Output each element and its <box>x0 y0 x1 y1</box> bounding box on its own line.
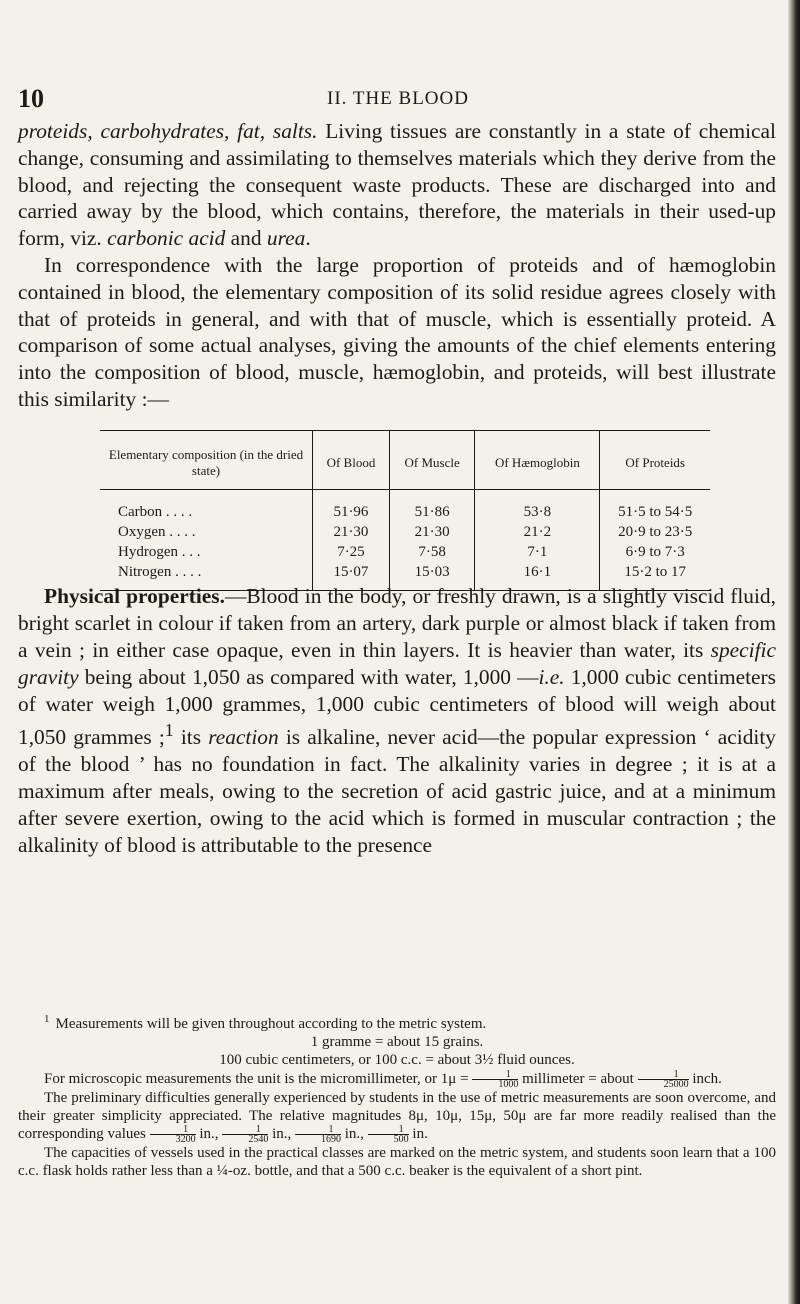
fraction <box>295 1125 341 1144</box>
para1-end: . <box>305 226 311 251</box>
unit-text: in. <box>412 1126 428 1143</box>
unit-text: in., <box>344 1126 364 1143</box>
running-head: II. THE BLOOD <box>327 88 469 109</box>
table-cell: 21·2 <box>475 522 600 542</box>
bold-lead: Physical properties. <box>44 584 225 609</box>
footnote-text: millimeter = about <box>522 1070 634 1087</box>
table-cell: Nitrogen . . . . <box>100 562 313 591</box>
body-text-physical <box>18 562 776 880</box>
fraction-denominator: 1690 <box>320 1134 341 1146</box>
fraction-denominator: 1000 <box>498 1078 519 1090</box>
table-header: Of Blood <box>313 431 390 490</box>
footnote-text: Measurements will be given throughout according to the metric system. <box>55 1016 487 1032</box>
italic-reaction: reaction <box>208 725 279 750</box>
table-cell: 15·07 <box>313 562 390 591</box>
fraction-denominator: 500 <box>393 1134 409 1146</box>
table-cell: 7·25 <box>313 542 390 562</box>
fraction-numerator: 1 <box>472 1070 518 1080</box>
fraction <box>638 1070 689 1089</box>
page-number: 10 <box>18 84 44 113</box>
page-edge-shadow <box>788 0 800 1304</box>
fraction-numerator: 1 <box>222 1125 268 1135</box>
table-cell: 21·30 <box>389 522 475 542</box>
unit-text: in., <box>199 1126 219 1143</box>
footnote-mark: 1 <box>44 1013 50 1025</box>
table-cell: 7·1 <box>475 542 600 562</box>
fraction-denominator: 2540 <box>248 1134 269 1146</box>
table-cell: 15·03 <box>389 562 475 591</box>
footnote-line <box>18 1089 776 1144</box>
footnote-line: 1 gramme = about 15 grains. <box>310 1034 484 1051</box>
footnote-text: inch. <box>692 1070 722 1087</box>
para3-text: is alkaline, never acid—the popular expression ‘ acidity of the blood ’ has no foundation in fact. The alkalinity varies in degree ; it is at a maximum after meals, owing to the secretion of acid gastric juice, and at a minimum after severe exertion, owing to the acid which is formed in muscular contraction ; the alkalinity of blood is attributable to the presence <box>18 725 776 857</box>
unit-text: in., <box>272 1126 292 1143</box>
table-cell: 16·1 <box>475 562 600 591</box>
para3-text: being about 1,050 as compared with water, 1,000 — <box>78 664 539 689</box>
fraction <box>368 1125 409 1144</box>
fraction-numerator: 1 <box>150 1125 196 1135</box>
fraction-numerator: 1 <box>295 1125 341 1135</box>
fraction <box>472 1070 518 1089</box>
paragraph-composition: In correspondence with the large proportion of proteids and of hæmoglobin contained in blood, the elementary composition of its solid residue agrees closely with that of proteids in general, and with that of muscle, which is essentially proteid. A comparison of some actual analyses, giving the amounts of the chief elements entering into the composition of blood, muscle, hæmoglobin, and proteids, will best illustrate this similarity :— <box>18 252 776 411</box>
para3-text: —Blood in the body, or freshly drawn, is a slightly viscid fluid, bright scarlet in colour if taken from an artery, dark purple or almost black if taken from a vein ; in either case opaque, even in thin layers. It is heavier than water, its <box>18 584 776 662</box>
paragraph-proteids <box>18 118 776 252</box>
table-cell: Carbon . . . . <box>118 504 193 520</box>
fraction-denominator: 25000 <box>663 1078 689 1090</box>
table-row <box>100 542 710 562</box>
body-text-top <box>18 118 776 413</box>
italic-urea: urea <box>266 226 306 251</box>
table-cell: 7·58 <box>389 542 475 562</box>
italic-ie: i.e. <box>538 664 565 689</box>
fraction <box>222 1125 268 1144</box>
italic-specific-gravity: specific gravity <box>18 637 776 689</box>
table-header: Elementary composition (in the dried state) <box>100 431 313 490</box>
footnote-line <box>18 1070 776 1089</box>
page-header <box>18 84 778 114</box>
footnote-text: The preliminary difficulties generally experienced by students in the use of metric measurements are soon overcome, and their greater simplicity appreciated. The relative magnitudes 8μ, 10μ, 15μ, 50μ are far more readily realised than the corresponding values <box>18 1089 776 1143</box>
para1-text: Living tissues are constantly in a state of chemical change, consuming and assimilating to themselves materials which they derive from the blood, and rejecting the consequent waste products. These are discharged into and carried away by the blood, which contains, therefore, the materials in their used-up form, viz. <box>18 119 776 251</box>
table-cell: 51·96 <box>313 490 390 523</box>
fraction-denominator: 3200 <box>175 1134 196 1146</box>
italic-carbonic-acid: carbonic acid <box>107 226 226 251</box>
table-header: Of Proteids <box>600 431 710 490</box>
table-row <box>100 522 710 542</box>
table-cell: 6·9 to 7·3 <box>600 542 710 562</box>
fraction <box>150 1125 196 1144</box>
table-cell: 15·2 to 17 <box>600 562 710 591</box>
table-cell: 51·5 to 54·5 <box>600 490 710 523</box>
table-cell: 51·86 <box>389 490 475 523</box>
footnote-reference[interactable]: 1 <box>164 720 174 741</box>
table-cell: Hydrogen . . . <box>118 544 201 560</box>
table-cell: 21·30 <box>313 522 390 542</box>
table-header-row <box>100 431 710 490</box>
fraction-numerator: 1 <box>638 1070 689 1080</box>
footnote-text: For microscopic measurements the unit is the micromillimeter, or 1μ = <box>44 1070 469 1087</box>
para1-and: and <box>225 226 267 251</box>
footnote-line: 100 cubic centimeters, or 100 c.c. = about 3½ fluid ounces. <box>219 1052 575 1069</box>
footnote-line: The capacities of vessels used in the practical classes are marked on the metric system, and students soon learn that a 100 c.c. flask holds rather less than a ¼-oz. bottle, and that a 500 c.c. beaker is the equivalent of a short pint. <box>18 1145 776 1180</box>
table-cell: Oxygen . . . . <box>118 524 196 540</box>
para3-text: 1,000 cubic centimeters of water weigh 1,000 grammes, 1,000 cubic centimeters of blood will weigh about 1,050 grammes ; <box>18 664 776 750</box>
table-header: Of Hæmoglobin <box>475 431 600 490</box>
footnote <box>18 1010 776 1181</box>
table-row <box>100 490 710 523</box>
table-header: Of Muscle <box>389 431 475 490</box>
fraction-numerator: 1 <box>368 1125 409 1135</box>
footnote-line <box>18 1010 776 1033</box>
italic-lead: proteids, carbohydrates, fat, salts. <box>18 119 318 143</box>
para3-text: its <box>173 725 209 750</box>
table-cell: 53·8 <box>475 490 600 523</box>
table-cell: 20·9 to 23·5 <box>600 522 710 542</box>
paragraph-physical-properties <box>18 583 776 858</box>
